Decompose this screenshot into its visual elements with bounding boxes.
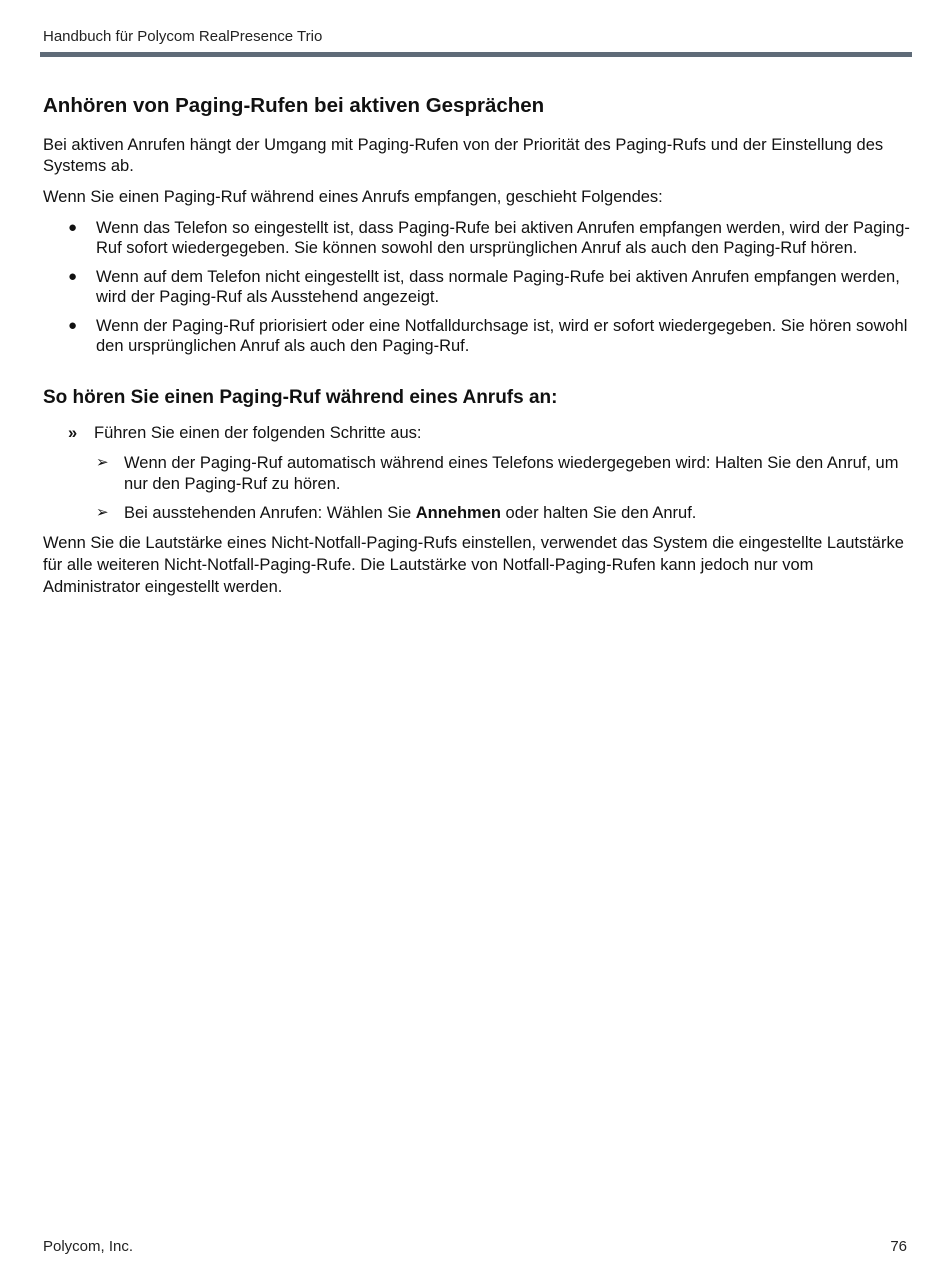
substep-text: Wenn der Paging-Ruf automatisch während eines Telefons wiedergegeben wird: Halten Sie den Anruf, um nur den Paging-Ruf zu hören. <box>124 454 899 493</box>
substep-item <box>43 503 911 524</box>
page-number: 76 <box>890 1238 907 1255</box>
intro-paragraph: Bei aktiven Anrufen hängt der Umgang mit Paging-Rufen von der Priorität des Paging-Rufs und der Einstellung des Systems ab. <box>43 135 884 175</box>
lead-paragraph: Wenn Sie einen Paging-Ruf während eines Anrufs empfangen, geschieht Folgendes: <box>43 187 663 206</box>
section-heading: Anhören von Paging-Rufen bei aktiven Gesprächen <box>43 94 545 117</box>
arrow-bullet-icon: ➢ <box>96 454 109 472</box>
list-item-text: Wenn das Telefon so eingestellt ist, dass Paging-Rufe bei aktiven Anrufen empfangen werden, wird der Paging-Ruf sofort wiedergegeben. Sie können sowohl den ursprünglichen Anruf als auch den Paging-Ruf hören. <box>96 218 910 258</box>
list-item <box>43 218 911 259</box>
page-content <box>43 93 911 608</box>
substep-text-after: oder halten Sie den Anruf. <box>500 504 697 523</box>
substep-list <box>43 453 911 524</box>
double-chevron-icon: » <box>68 424 78 443</box>
procedure-step <box>43 423 911 444</box>
list-item-text: Wenn der Paging-Ruf priorisiert oder eine Notfalldurchsage ist, wird er sofort wiedergegeben. Sie hören sowohl den ursprünglichen Anruf als auch den Paging-Ruf. <box>96 316 908 356</box>
annehmen-term: Annehmen <box>415 504 501 523</box>
behavior-list <box>43 218 911 357</box>
bullet-icon: ● <box>68 267 78 285</box>
substep-item <box>43 453 911 494</box>
list-item <box>43 267 911 308</box>
header-divider <box>40 52 912 57</box>
list-item <box>43 316 911 357</box>
procedure-heading: So hören Sie einen Paging-Ruf während eines Anrufs an: <box>43 386 558 408</box>
arrow-bullet-icon: ➢ <box>96 504 109 522</box>
running-header: Handbuch für Polycom RealPresence Trio <box>43 28 323 45</box>
list-item-text: Wenn auf dem Telefon nicht eingestellt ist, dass normale Paging-Rufe bei aktiven Anrufen empfangen werden, wird der Paging-Ruf als Ausstehend angezeigt. <box>96 267 900 307</box>
closing-paragraph: Wenn Sie die Lautstärke eines Nicht-Notfall-Paging-Rufs einstellen, verwendet das System die eingestellte Lautstärke für alle weiteren Nicht-Notfall-Paging-Rufe. Die Lautstärke von Notfall-Paging-Rufen kann jedoch nur vom Administrator eingestellt werden. <box>43 533 904 596</box>
footer-company: Polycom, Inc. <box>43 1238 134 1255</box>
step-text: Führen Sie einen der folgenden Schritte aus: <box>94 424 422 443</box>
substep-text-before: Bei ausstehenden Anrufen: Wählen Sie <box>124 504 416 523</box>
bullet-icon: ● <box>68 218 78 236</box>
bullet-icon: ● <box>68 316 78 334</box>
